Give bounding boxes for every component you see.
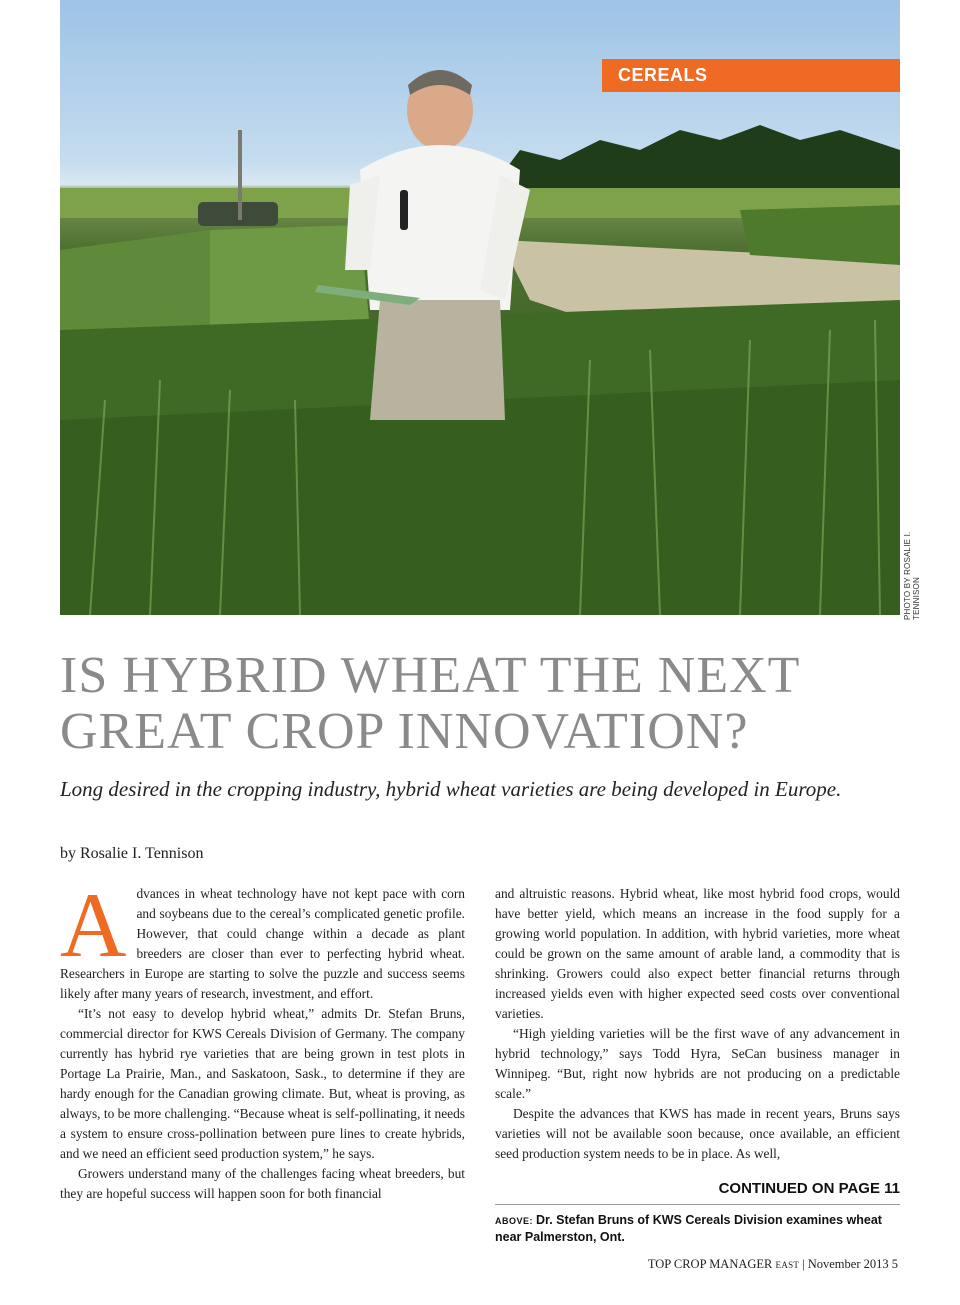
headline-line-2: GREAT CROP INNOVATION? xyxy=(60,703,749,760)
body-paragraph: Growers understand many of the challenges facing wheat breeders, but they are hopeful success will happen soon for both financial xyxy=(60,1166,465,1201)
drop-cap: A xyxy=(60,874,127,976)
body-paragraph: and altruistic reasons. Hybrid wheat, like most hybrid food crops, would have better yield, which means an increase in the food supply for a growing world population. In addition, with hybrid varieties, more wheat could be grown on the same amount of arable land, a commodity that is shrinking. Growers could also expect better financial returns through increased yields even with higher expected seed costs over conventional varieties. xyxy=(495,886,900,1021)
page-footer xyxy=(560,1257,898,1272)
wheat-field-photo xyxy=(60,0,900,615)
body-column-right xyxy=(495,884,900,1164)
article-photo xyxy=(60,0,900,615)
publication-name: TOP CROP MANAGER xyxy=(647,1257,773,1271)
byline: by Rosalie I. Tennison xyxy=(60,845,204,862)
body-paragraph: “It’s not easy to develop hybrid wheat,” admits Dr. Stefan Bruns, commercial director for KWS Cereals Division of Germany. The company currently has hybrid rye varieties that are being grown in test plots in Portage La Prairie, Man., and Saskatoon, Sask., to determine if they are hardy enough for the Canadian growing climate. But, wheat is proving, as always, to be more challenging. “Because wheat is self-pollinating, it needs a system to ensure cross-pollination between pure lines to create hybrids, and we need an efficient seed production system,” he says. xyxy=(60,1006,465,1161)
footer-separator: | xyxy=(802,1257,805,1271)
photo-caption xyxy=(495,1212,905,1245)
body-paragraph: “High yielding varieties will be the first wave of any advancement in hybrid technology,” says Todd Hyra, SeCan business manager in Winnipeg. “But, right now hybrids are not producing on a predictable scale.” xyxy=(495,1026,900,1101)
caption-divider xyxy=(495,1204,900,1205)
headline xyxy=(60,648,920,760)
page-number: 5 xyxy=(891,1257,898,1271)
body-paragraph: Despite the advances that KWS has made in recent years, Bruns says varieties will not be available soon because, once available, an efficient seed production system needs to be in place. As well, xyxy=(495,1106,900,1161)
section-badge: CEREALS xyxy=(602,59,900,92)
continued-link[interactable]: CONTINUED ON PAGE 11 xyxy=(718,1180,900,1197)
dek: Long desired in the cropping industry, hybrid wheat varieties are being developed in Europe. xyxy=(60,777,842,801)
body-paragraph: Advances in wheat technology have not kept pace with corn and soybeans due to the cereal’s complicated genetic profile. However, that could change within a decade as plant breeders are closer than ever to perfecting hybrid wheat. Researchers in Europe are starting to solve the puzzle and success seems likely after many years of research, investment, and effort. xyxy=(60,874,465,1001)
issue-date: November 2013 xyxy=(807,1257,889,1271)
headline-line-1: IS HYBRID WHEAT THE NEXT xyxy=(60,647,801,704)
edition-label: EAST xyxy=(775,1260,800,1270)
caption-label: ABOVE: xyxy=(495,1216,534,1226)
caption-text: Dr. Stefan Bruns of KWS Cereals Division examines wheat near Palmerston, Ont. xyxy=(495,1213,882,1244)
photo-credit: PHOTO BY ROSALIE I. TENNISON xyxy=(903,531,921,620)
body-column-left xyxy=(60,874,465,1204)
